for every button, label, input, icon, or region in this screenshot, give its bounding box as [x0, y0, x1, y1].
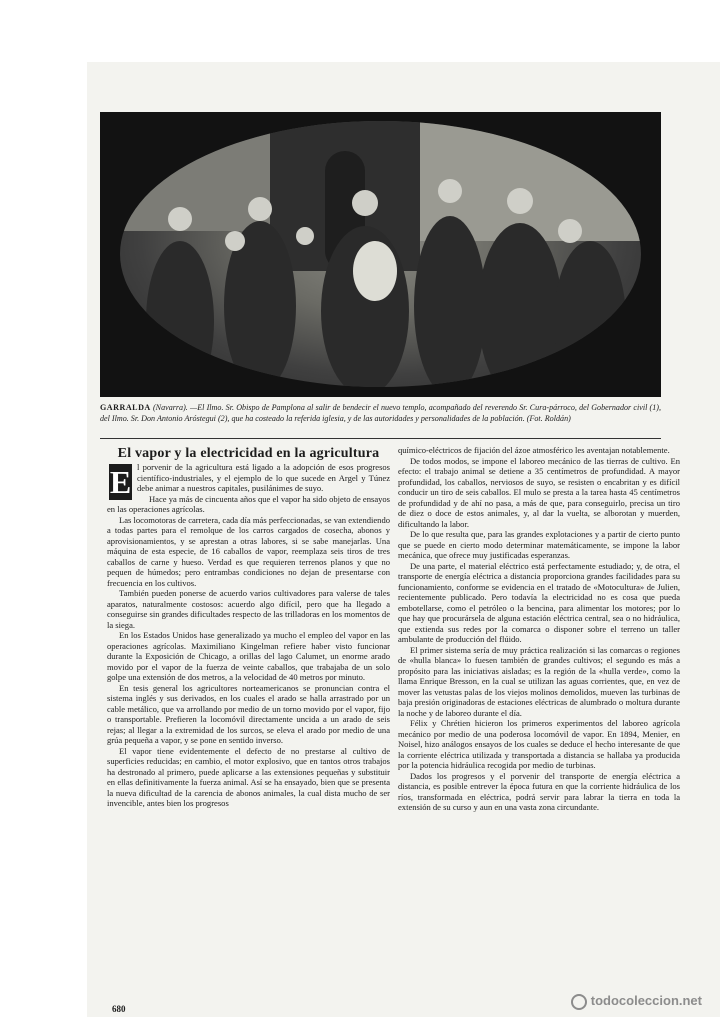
article-column-2 [398, 445, 680, 1000]
paragraph: En tesis general los agricultores norteamericanos se pronuncian contra el sistema inglés y sus derivados, en los cuales el arado se halla arrastrado por un cable metálico, que va arrollando por medio de un torno movido por el vapor, fijo o transportable. Prefieren la locomóvil directamente uncida a un arado de seis rejas; al llegar a la extremidad de los surcos, se eleva el arado por medio de una grúa pequeña a vapor, y se pone en sentido inverso. [107, 682, 390, 745]
caption-region: (Navarra). [152, 403, 188, 412]
photograph [100, 112, 661, 397]
caption-place: GARRALDA [100, 403, 151, 412]
article-column-1 [107, 445, 390, 1000]
watermark-logo-icon [571, 994, 587, 1010]
article-title: El vapor y la electricidad en la agricultura [117, 446, 380, 461]
divider [100, 438, 661, 439]
caption-text: —El Ilmo. Sr. Obispo de Pamplona al salir de bendecir el nuevo templo, acompañado del reverendo Sr. Cura-párroco, del Gobernador civil (1), del Ilmo. Sr. Don Antonio Aróstegui (2), que ha costeado la referida iglesia, y de las autoridades y personalidades de la población. (Fot. Roldán) [100, 403, 661, 423]
paragraph: Las locomotoras de carretera, cada día más perfeccionadas, se van extendiendo a todas partes para el remolque de los carros cargados de cosecha, abonos y aprovisionamientos, y se aprestan a otras labores, si se sabe manejarlas. Una máquina de esta especie, de 16 caballos de vapor, reemplaza seis tiros de tres caballos de carne y hueso. Verdad es que requieren terrenos planos y que no pequen de húmedos; pero entrambas condiciones no dejan de presentarse con frecuencia en los cultivos. [107, 514, 390, 588]
page-number: 680 [112, 1004, 126, 1014]
watermark [571, 993, 702, 1010]
photo-illustration [120, 121, 641, 387]
paragraph: Dados los progresos y el porvenir del transporte de energía eléctrica a distancia, es posible entrever la época futura en que la corriente hidráulica de los ríos, transformada en eléctrica, podrá servir para labrar la tierra en toda la extensión de su curso y aun en una vasta zona circundante. [398, 770, 680, 812]
paragraph: Hace ya más de cincuenta años que el vapor ha sido objeto de ensayos en las operaciones agrícolas. [107, 493, 390, 514]
paragraph: Félix y Chrétien hicieron los primeros experimentos del laboreo agrícola mecánico por medio de una poderosa locomóvil de vapor. En 1894, Menier, en Noisel, hizo análogos ensayos de los cuales se deduce el hecho interesante de que la corriente eléctrica utilizada y transportada a distancia se hallaba ya producida por la potencia hidráulica recogida por medio de turbinas. [398, 718, 680, 770]
paragraph: De todos modos, se impone el laboreo mecánico de las tierras de cultivo. En efecto: el trabajo animal se detiene a 35 centímetros de profundidad. A mayor profundidad, los caballos, nerviosos de suyo, se resisten o encabritan y es difícil conducir un tiro de seis caballos. El mulo se presta a la tarea hasta 45 centímetros de profundidad y de ahí no pasa, a más de que, para conseguirlo, precisa un tiro de diez o doce de estos animales, y, al dar la vuelta, se alborotan y muerden, dificultando la labor. [398, 455, 680, 529]
paragraph: También pueden ponerse de acuerdo varios cultivadores para valerse de tales aparatos, naturalmente costosos: acuerdo algo difícil, pero que ha llegado a conseguirse sin grandes dificultades respecto de las trilladoras en los momentos de la siega. [107, 588, 390, 630]
paragraph: En los Estados Unidos hase generalizado ya mucho el empleo del vapor en las operaciones agrícolas. Maximiliano Kingelman refiere haber visto funcionar durante la Exposición de Chicago, a orillas del lago Calumet, un enorme arado movido por el vapor de la fuerza de veinte caballos, que trabajaba de un solo golpe una extensión de dos metros, a la velocidad de 40 metros por minuto. [107, 630, 390, 682]
photo-caption [100, 403, 661, 424]
paragraph: El vapor tiene evidentemente el defecto de no prestarse al cultivo de superficies reducidas; en cambio, el motor explosivo, que en tantos otros trabajos ha destronado al primero, puede aplicarse a las extensiones pequeñas y substituir en ellas definitivamente la fuerza animal. Así se ha ensayado, bien que se presenta la nueva dificultad de la carencia de abonos animales, la cual dista mucho de ser invencible, antes bien los progresos [107, 745, 390, 808]
watermark-text: todocoleccion.net [590, 993, 702, 1008]
paragraph: De una parte, el material eléctrico está perfectamente estudiado; y, de otra, el transporte de energía eléctrica a distancia proporciona grandes facilidades para su funcionamiento, conforme se evidencia en el tratado de «Motocultura» de Julien, recientemente publicado. Pero todavía la electricidad no es cosa que pueda embotellarse, como el petróleo o la bencina, para alimentar los motores; por lo que hay que procurársela de alguna estación eléctrica central, sea o no hidráulica, que extienda sus redes por la comarca o disponer sobre el terreno un taller ambulante de producción del flúido. [398, 560, 680, 644]
paragraph: químico-eléctricos de fijación del ázoe atmosférico les aventajan notablemente. [398, 445, 670, 455]
paragraph: l porvenir de la agricultura está ligado a la adopción de esos progresos científico-industriales, y el ejemplo de lo que sucede en Argel y Túnez debe animar a nuestros capitales, pusilánimes de suyo. [137, 462, 390, 493]
paragraph: El primer sistema sería de muy práctica realización si las comarcas o regiones de «hulla blanca» lo fuesen también de grandes cultivos; el segundo es más a propósito para las iniciativas aisladas; es la región de la «hulla verde», como la llama Enrique Bresson, en la cual se utilizan las aguas corrientes, que, en vez de mover las vetustas palas de los viejos molinos demolidos, mueven las turbinas de baja presión originadoras de estaciones eléctricas de alumbrado o moltura durante la noche y de laboreo durante el día. [398, 644, 680, 718]
paragraph: De lo que resulta que, para las grandes explotaciones y a partir de cierto punto que se puede en cierto modo determinar matemáticamente, se impone la labor mecánica, que ofrece muy justificadas esperanzas. [398, 529, 680, 560]
photo-oval [120, 121, 641, 387]
drop-cap: E [109, 464, 132, 500]
